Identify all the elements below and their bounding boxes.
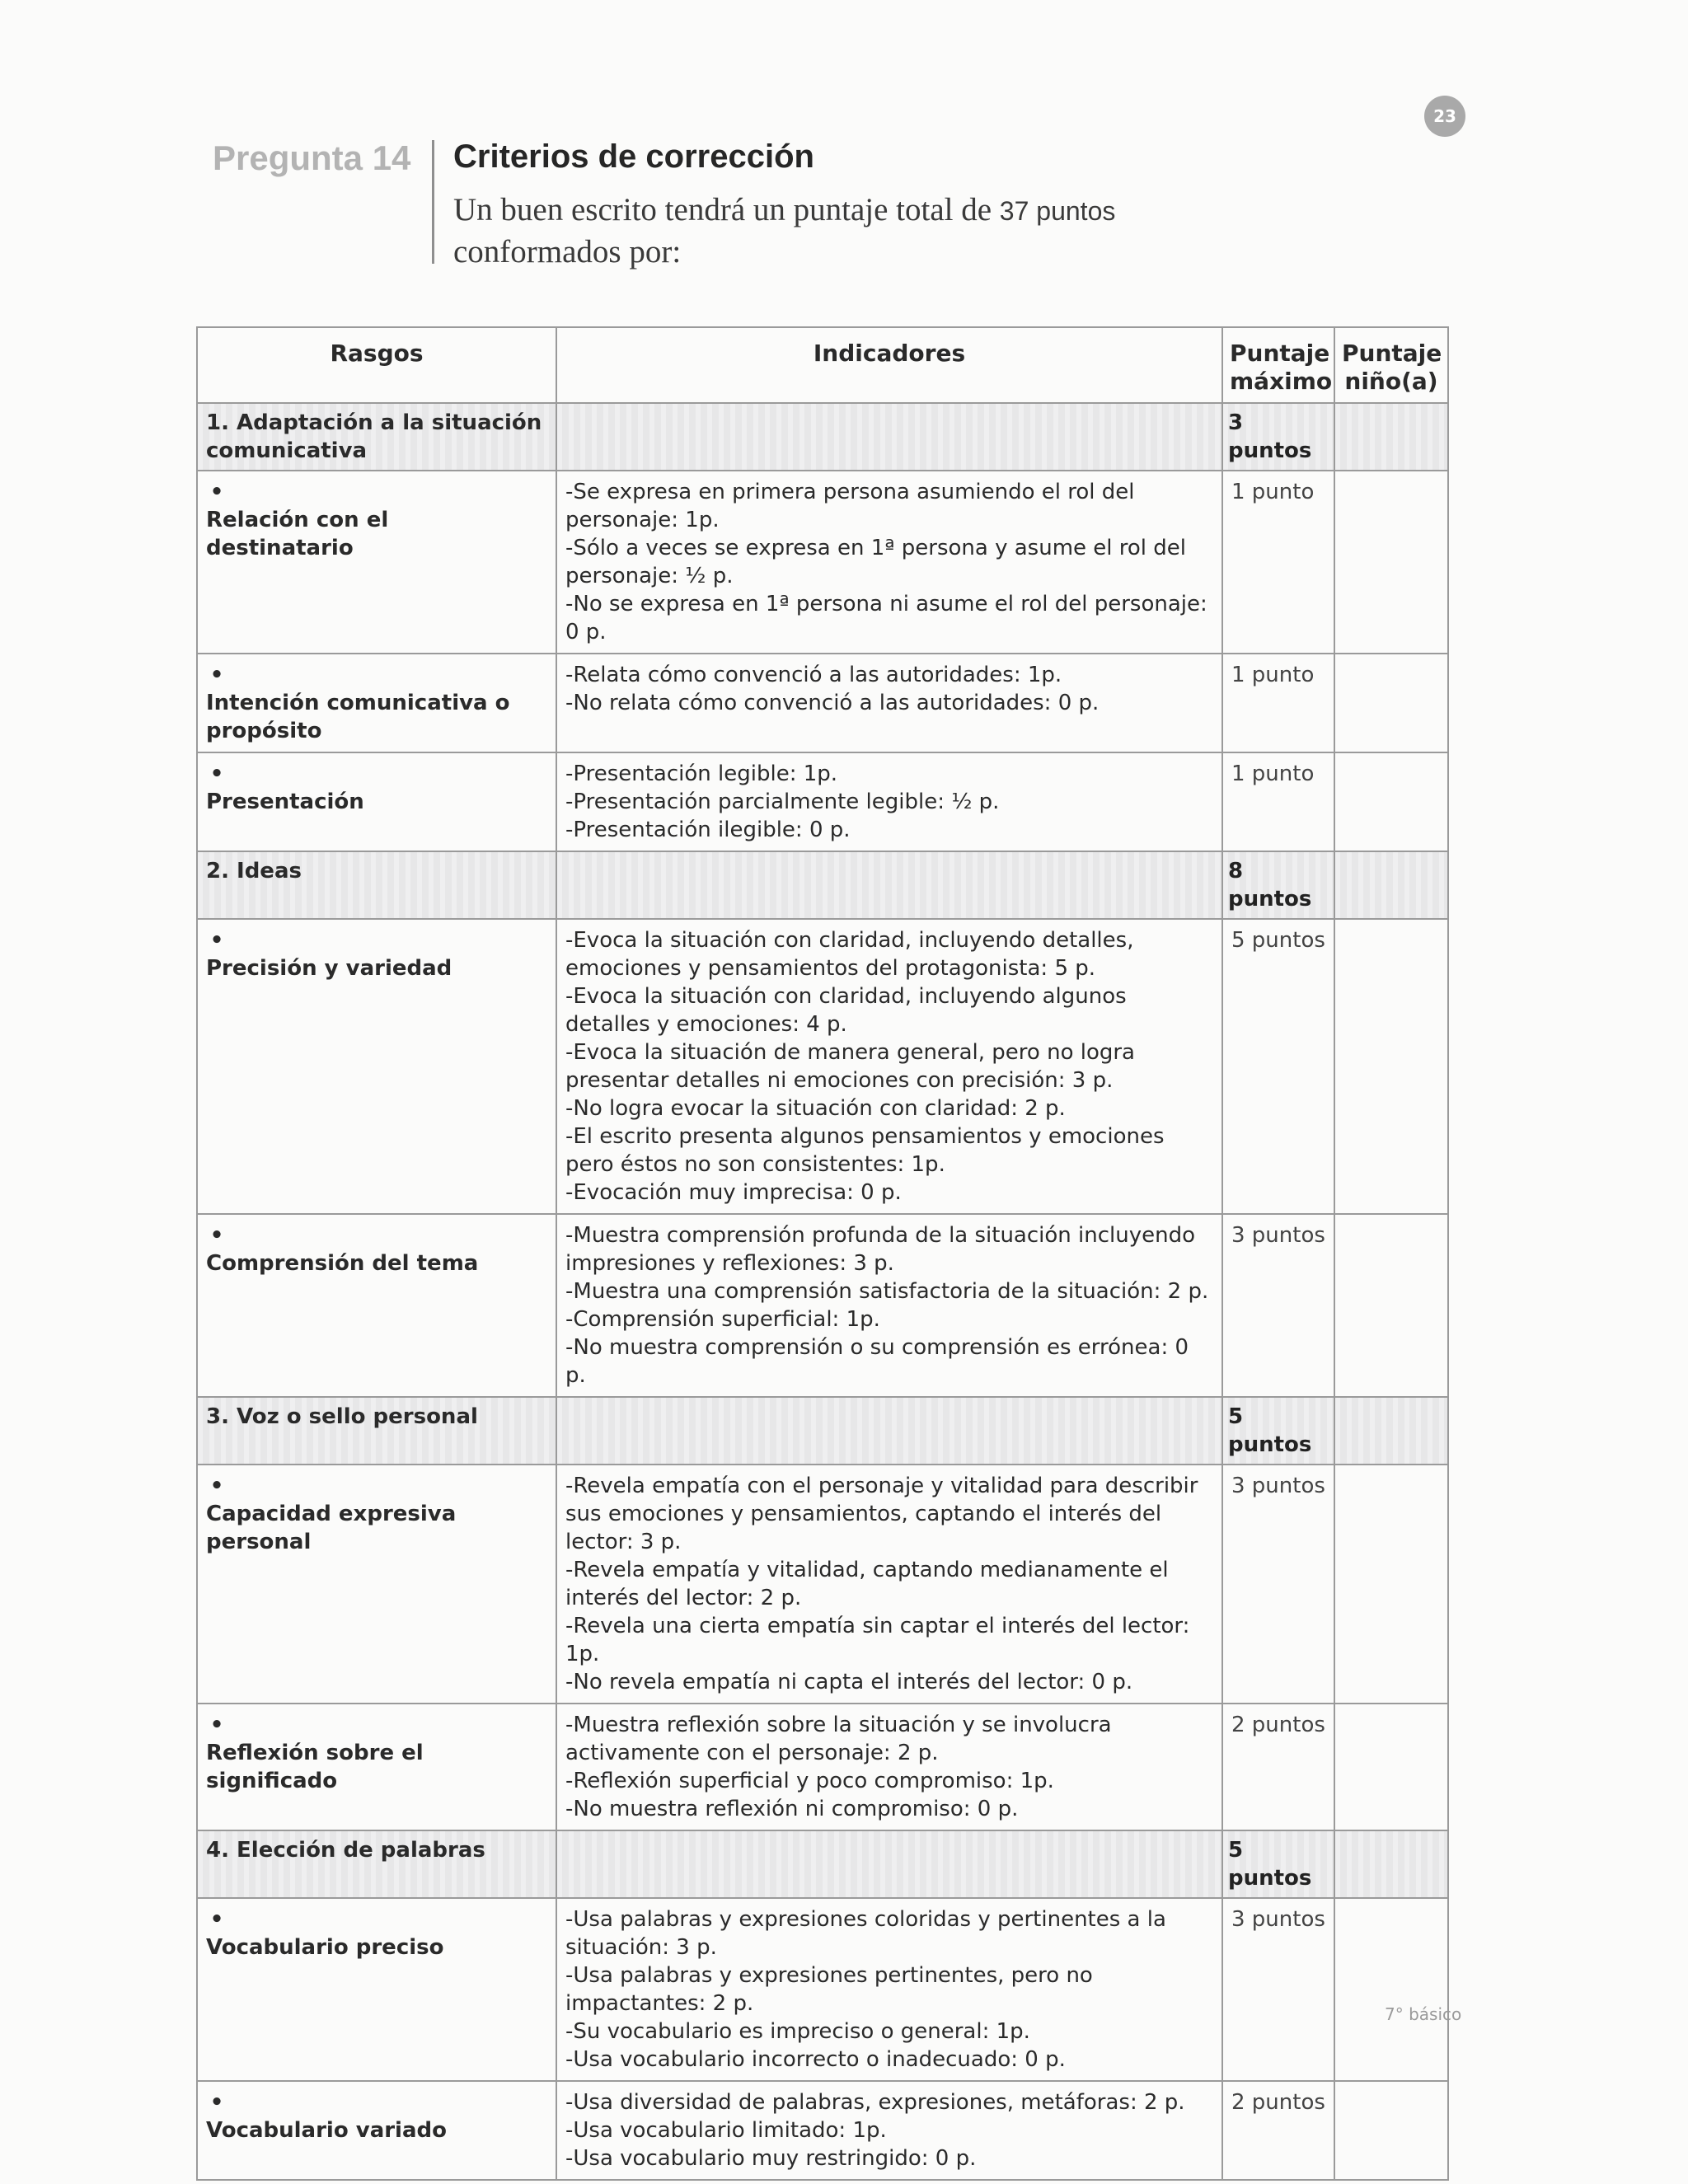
indicator-line: -Se expresa en primera persona asumiendo el rol del personaje: 1p. — [565, 480, 1135, 532]
criterion-trait-label: Relación con el destinatario — [206, 508, 389, 560]
indicator-line: -No logra evocar la situación con claridad: 2 p. — [565, 1096, 1066, 1121]
criterion-trait — [197, 752, 556, 851]
header-indicadores: Indicadores — [556, 327, 1222, 403]
criterion-max-points: 2 puntos — [1222, 1704, 1334, 1830]
indicator-line: -Evoca la situación con claridad, incluyendo detalles, emociones y pensamientos del protagonista: 5 p. — [565, 928, 1134, 981]
bullet-icon: • — [209, 2090, 224, 2115]
section-title: 2. Ideas — [197, 851, 556, 919]
section-row — [197, 1830, 1448, 1898]
indicator-line: -Usa palabras y expresiones coloridas y pertinentes a la situación: 3 p. — [565, 1907, 1166, 1960]
section-row — [197, 1397, 1448, 1465]
section-title: 3. Voz o sello personal — [197, 1397, 556, 1465]
criterion-row — [197, 919, 1448, 1214]
indicator-line: -El escrito presenta algunos pensamientos y emociones pero éstos no son consistentes: 1p. — [565, 1124, 1165, 1177]
indicator-line: -Usa vocabulario muy restringido: 0 p. — [565, 2146, 977, 2171]
criterion-row — [197, 654, 1448, 752]
section-title: 1. Adaptación a la situación comunicativa — [197, 403, 556, 471]
criterion-trait-label: Reflexión sobre el significado — [206, 1741, 424, 1793]
bullet-icon: • — [209, 1907, 224, 1932]
criterion-max-points: 3 puntos — [1222, 1214, 1334, 1397]
rubric-header-row — [197, 327, 1448, 403]
section-points: 5 puntos — [1222, 1830, 1334, 1898]
section-points: 5 puntos — [1222, 1397, 1334, 1465]
header-rasgos: Rasgos — [197, 327, 556, 403]
question-label: Pregunta 14 — [213, 138, 411, 177]
criterion-indicators — [556, 2081, 1222, 2180]
bullet-icon: • — [209, 1223, 224, 1248]
section-indicators-empty — [556, 1397, 1222, 1465]
indicator-line: -Evoca la situación de manera general, pero no logra presentar detalles ni emociones con precisión: 3 p. — [565, 1040, 1135, 1093]
section-score-cell — [1334, 851, 1448, 919]
criterion-trait — [197, 1465, 556, 1704]
criterion-trait — [197, 1704, 556, 1830]
section-indicators-empty — [556, 1830, 1222, 1898]
criterion-max-points: 1 punto — [1222, 471, 1334, 654]
header-divider — [432, 140, 434, 264]
page-number-badge: 23 — [1424, 96, 1465, 137]
bullet-icon: • — [209, 1474, 224, 1498]
bullet-icon: • — [209, 480, 224, 504]
indicator-line: -No revela empatía ni capta el interés del lector: 0 p. — [565, 1670, 1133, 1694]
criterion-trait — [197, 2081, 556, 2180]
criterion-max-points: 1 punto — [1222, 654, 1334, 752]
section-title: 4. Elección de palabras — [197, 1830, 556, 1898]
criterion-trait-label: Vocabulario preciso — [206, 1935, 444, 1960]
header-puntaje-nino: Puntaje niño(a) — [1334, 327, 1448, 403]
indicator-line: -Reflexión superficial y poco compromiso: 1p. — [565, 1769, 1054, 1793]
section-score-cell — [1334, 1397, 1448, 1465]
criterion-trait-label: Intención comunicativa o propósito — [206, 691, 510, 743]
section-row — [197, 403, 1448, 471]
grade-footer: 7° básico — [1385, 2004, 1462, 2024]
criteria-intro — [453, 190, 1261, 273]
criterion-student-score — [1334, 919, 1448, 1214]
bullet-icon: • — [209, 928, 224, 953]
criterion-max-points: 3 puntos — [1222, 1898, 1334, 2081]
header-puntaje-maximo: Puntaje máximo — [1222, 327, 1334, 403]
criterion-student-score — [1334, 2081, 1448, 2180]
indicator-line: -Presentación legible: 1p. — [565, 762, 838, 786]
indicator-line: -No muestra reflexión ni compromiso: 0 p. — [565, 1797, 1019, 1821]
criterion-row — [197, 1214, 1448, 1397]
indicator-line: -Sólo a veces se expresa en 1ª persona y asume el rol del personaje: ½ p. — [565, 536, 1186, 588]
criterion-trait-label: Presentación — [206, 790, 364, 814]
bullet-icon: • — [209, 1713, 224, 1737]
criterion-indicators — [556, 1214, 1222, 1397]
criterion-student-score — [1334, 1704, 1448, 1830]
indicator-line: -Revela una cierta empatía sin captar el interés del lector: 1p. — [565, 1614, 1190, 1666]
indicator-line: -No se expresa en 1ª persona ni asume el rol del personaje: 0 p. — [565, 592, 1207, 644]
indicator-line: -Usa palabras y expresiones pertinentes, pero no impactantes: 2 p. — [565, 1963, 1093, 2016]
indicator-line: -Presentación ilegible: 0 p. — [565, 818, 851, 842]
indicator-line: -Evoca la situación con claridad, incluyendo algunos detalles y emociones: 4 p. — [565, 984, 1127, 1037]
criterion-student-score — [1334, 1465, 1448, 1704]
criterion-indicators — [556, 1898, 1222, 2081]
indicator-line: -Su vocabulario es impreciso o general: 1p. — [565, 2019, 1030, 2044]
criterion-trait-label: Vocabulario variado — [206, 2118, 447, 2143]
section-row — [197, 851, 1448, 919]
intro-total-points: 37 puntos — [999, 196, 1116, 226]
indicator-line: -Revela empatía y vitalidad, captando medianamente el interés del lector: 2 p. — [565, 1558, 1169, 1610]
intro-text: Un buen escrito tendrá un puntaje total de — [453, 192, 992, 227]
section-score-cell — [1334, 403, 1448, 471]
criterion-trait — [197, 1898, 556, 2081]
criterion-student-score — [1334, 1898, 1448, 2081]
indicator-line: -Revela empatía con el personaje y vitalidad para describir sus emociones y pensamientos, captando el interés del lector: 3 p. — [565, 1474, 1198, 1554]
criterion-max-points: 1 punto — [1222, 752, 1334, 851]
bullet-icon: • — [209, 663, 224, 687]
criterion-trait-label: Comprensión del tema — [206, 1251, 479, 1276]
criterion-max-points: 2 puntos — [1222, 2081, 1334, 2180]
section-points: 8 puntos — [1222, 851, 1334, 919]
criterion-row — [197, 1898, 1448, 2081]
indicator-line: -Usa vocabulario incorrecto o inadecuado: 0 p. — [565, 2047, 1066, 2072]
criterion-max-points: 5 puntos — [1222, 919, 1334, 1214]
indicator-line: -Evocación muy imprecisa: 0 p. — [565, 1180, 902, 1205]
indicator-line: -Muestra comprensión profunda de la situación incluyendo impresiones y reflexiones: 3 p. — [565, 1223, 1196, 1276]
criterion-student-score — [1334, 654, 1448, 752]
section-points: 3 puntos — [1222, 403, 1334, 471]
indicator-line: -Usa diversidad de palabras, expresiones, metáforas: 2 p. — [565, 2090, 1185, 2115]
criteria-title: Criterios de corrección — [453, 138, 814, 175]
rubric-table — [196, 326, 1449, 2181]
criterion-trait-label: Precisión y variedad — [206, 956, 452, 981]
criterion-indicators — [556, 654, 1222, 752]
intro-tail: conformados por: — [453, 234, 682, 269]
section-indicators-empty — [556, 851, 1222, 919]
criterion-indicators — [556, 471, 1222, 654]
section-score-cell — [1334, 1830, 1448, 1898]
criterion-student-score — [1334, 752, 1448, 851]
rubric-body — [197, 403, 1448, 2180]
indicator-line: -No relata cómo convenció a las autoridades: 0 p. — [565, 691, 1100, 715]
criterion-indicators — [556, 1465, 1222, 1704]
criterion-max-points: 3 puntos — [1222, 1465, 1334, 1704]
criterion-row — [197, 1704, 1448, 1830]
criterion-row — [197, 1465, 1448, 1704]
criterion-student-score — [1334, 471, 1448, 654]
criterion-indicators — [556, 1704, 1222, 1830]
criterion-trait — [197, 471, 556, 654]
criterion-student-score — [1334, 1214, 1448, 1397]
bullet-icon: • — [209, 762, 224, 786]
section-indicators-empty — [556, 403, 1222, 471]
indicator-line: -Muestra una comprensión satisfactoria de la situación: 2 p. — [565, 1279, 1209, 1304]
indicator-line: -Presentación parcialmente legible: ½ p. — [565, 790, 1000, 814]
criterion-indicators — [556, 752, 1222, 851]
criterion-row — [197, 2081, 1448, 2180]
criterion-trait-label: Capacidad expresiva personal — [206, 1502, 457, 1554]
indicator-line: -Relata cómo convenció a las autoridades: 1p. — [565, 663, 1062, 687]
criterion-trait — [197, 1214, 556, 1397]
indicator-line: -Usa vocabulario limitado: 1p. — [565, 2118, 887, 2143]
criterion-trait — [197, 654, 556, 752]
criterion-trait — [197, 919, 556, 1214]
criterion-row — [197, 752, 1448, 851]
indicator-line: -Comprensión superficial: 1p. — [565, 1307, 880, 1332]
criterion-indicators — [556, 919, 1222, 1214]
indicator-line: -No muestra comprensión o su comprensión es errónea: 0 p. — [565, 1335, 1189, 1388]
criterion-row — [197, 471, 1448, 654]
indicator-line: -Muestra reflexión sobre la situación y se involucra activamente con el personaje: 2 p. — [565, 1713, 1112, 1765]
